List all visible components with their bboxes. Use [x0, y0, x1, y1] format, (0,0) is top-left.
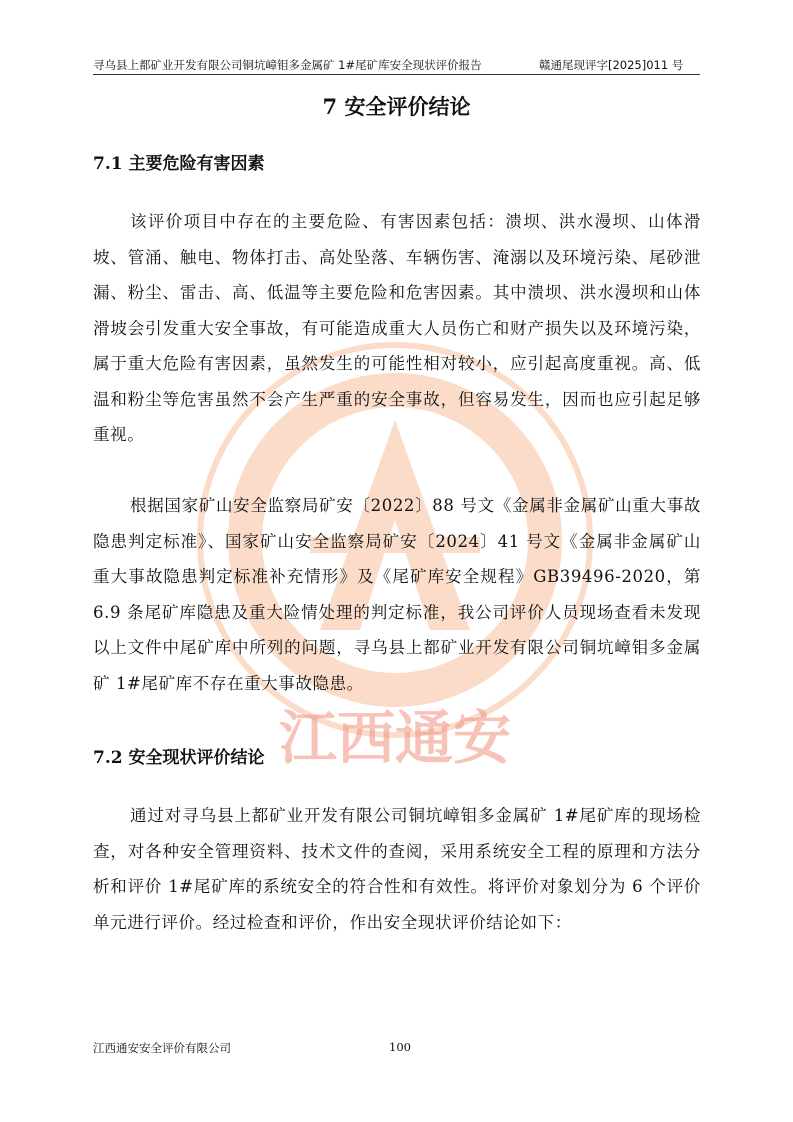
section-heading-7-1: 7.1 主要危险有害因素 [93, 154, 265, 174]
header-report-title: 寻乌县上都矿业开发有限公司铜坑嶂钼多金属矿 1#尾矿库安全现状评价报告 [93, 58, 482, 72]
page-number: 100 [389, 1040, 411, 1054]
chapter-title: 7 安全评价结论 [322, 94, 471, 119]
section-7-2-paragraph-1: 通过对寻乌县上都矿业开发有限公司铜坑嶂钼多金属矿 1#尾矿库的现场检查，对各种安全管理资料、技术文件的查阅，采用系统安全工程的原理和方法分析和评价 1#尾矿库的系统安全的符合性和有效性。将评价对象划分为 6 个评价单元进行评价。经过检查和评价，作出安全现状评价结论如下： [93, 806, 701, 932]
page-footer [93, 1040, 700, 1058]
header-report-number: 赣通尾现评字[2025]011 号 [539, 58, 684, 72]
watermark-center-text: 江西通安 [278, 704, 512, 772]
section-7-1-paragraph-2: 根据国家矿山安全监察局矿安〔2022〕88 号文《金属非金属矿山重大事故隐患判定标准》、国家矿山安全监察局矿安〔2024〕41 号文《金属非金属矿山重大事故隐患判定标准补充情形》及《尾矿库安全规程》GB39496-2020，第 6.9 条尾矿库隐患及重大险情处理的判定标准，我公司评价人员现场查看未发现以上文件中尾矿库中所列的问题，寻乌县上都矿业开发有限公司铜坑嶂钼多金属矿 1#尾矿库不存在重大事故隐患。 [93, 496, 701, 693]
section-7-1-paragraph-1: 该评价项目中存在的主要危险、有害因素包括：溃坝、洪水漫坝、山体滑坡、管涌、触电、物体打击、高处坠落、车辆伤害、淹溺以及环境污染、尾砂泄漏、粉尘、雷击、高、低温等主要危险和危害因素。其中溃坝、洪水漫坝和山体滑坡会引发重大安全事故，有可能造成重大人员伤亡和财产损失以及环境污染，属于重大危险有害因素，虽然发生的可能性相对较小，应引起高度重视。高、低温和粉尘等危害虽然不会产生严重的安全事故，但容易发生，因而也应引起足够重视。 [93, 212, 701, 444]
footer-company: 江西通安安全评价有限公司 [93, 1041, 231, 1055]
page-header [93, 56, 700, 75]
section-heading-7-2: 7.2 安全现状评价结论 [93, 748, 265, 768]
